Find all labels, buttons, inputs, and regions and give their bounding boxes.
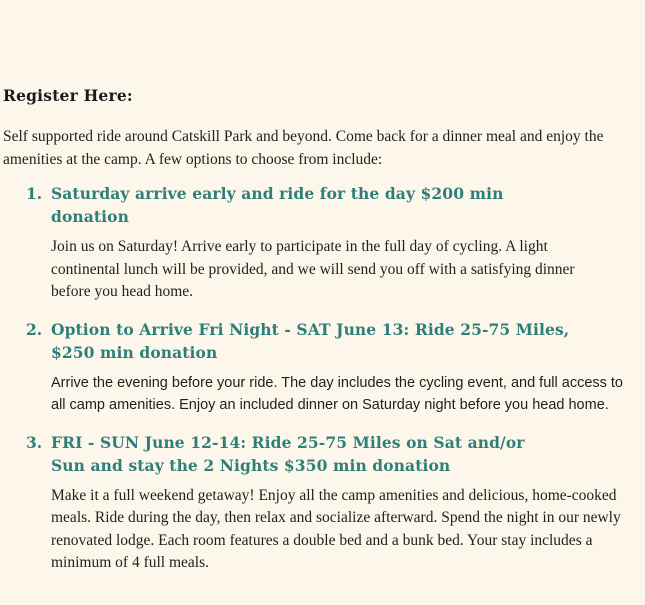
option-title: Saturday arrive early and ride for the day $200 min donation	[51, 184, 504, 226]
option-description: Join us on Saturday! Arrive early to participate in the full day of cycling. A light continental lunch will be provided, and we will send you off with a satisfying dinner before you head home.	[51, 238, 575, 300]
option-item-3	[3, 431, 639, 575]
register-heading: Register Here:	[3, 86, 133, 105]
option-item-1	[3, 182, 639, 304]
option-title: FRI - SUN June 12-14: Ride 25-75 Miles on Sat and/or Sun and stay the 2 Nights $350 min donation	[51, 432, 525, 475]
option-item-2	[3, 318, 639, 417]
registration-section	[3, 86, 639, 589]
option-number: 1.	[26, 184, 43, 203]
option-description: Arrive the evening before your ride. The day includes the cycling event, and full access to all camp amenities. Enjoy an included dinner on Saturday night before you head home.	[51, 374, 623, 413]
intro-paragraph: Self supported ride around Catskill Park and beyond. Come back for a dinner meal and enjoy the amenities at the camp. A few options to choose from include:	[3, 128, 604, 168]
options-list	[3, 182, 639, 575]
option-number: 3.	[26, 432, 43, 452]
option-title: Option to Arrive Fri Night - SAT June 13: Ride 25-75 Miles, $250 min donation	[51, 319, 570, 362]
option-number: 2.	[26, 319, 43, 339]
option-description: Make it a full weekend getaway! Enjoy all the camp amenities and delicious, home-cooked meals. Ride during the day, then relax and socialize afterward. Spend the night in our newly renovated lodge. Each room features a double bed and a bunk bed. Your stay includes a minimum of 4 full meals.	[51, 486, 621, 571]
